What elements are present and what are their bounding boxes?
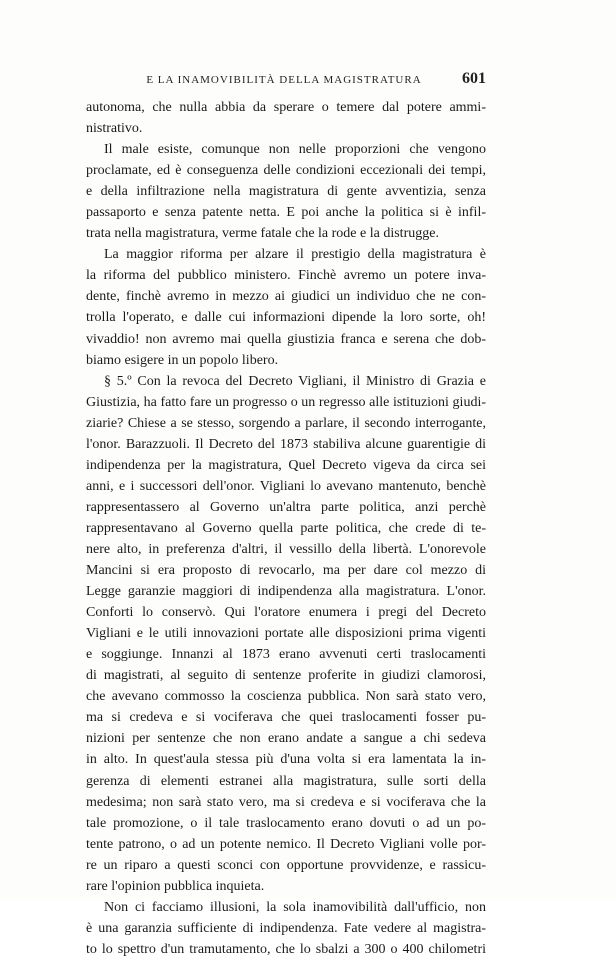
text-line: nistrativo.	[86, 121, 143, 137]
text-line: Vigliani e le utili innovazioni portate alle disposizioni prima vigenti	[86, 626, 486, 642]
text-line: Il male esiste, comunque non nelle proporzioni che vengono	[104, 142, 486, 158]
body-text	[86, 97, 486, 960]
text-line: Conforti lo conservò. Qui l'oratore enumera i pregi del Decreto	[86, 605, 486, 621]
text-line: l'onor. Barazzuoli. Il Decreto del 1873 stabiliva alcune guarentigie di	[86, 436, 486, 452]
text-line: indipendenza per la magistratura, Quel Decreto vigeva da circa sei	[86, 457, 486, 473]
text-line: re un riparo a questi sconci con opportune provvidenze, e rassicu-	[86, 857, 486, 873]
text-line: anni, e i successori dell'onor. Vigliani lo avevano mantenuto, benchè	[86, 478, 486, 494]
text-line: Mancini si era proposto di revocarlo, ma per dare col mezzo di	[86, 563, 486, 579]
text-line: proclamate, ed è conseguenza delle condizioni eccezionali dei tempi,	[86, 163, 486, 179]
text-line: di magistrati, al seguito di sentenze proferite in giudizi clamorosi,	[86, 668, 486, 684]
page-number: 601	[462, 70, 486, 87]
text-line: trata nella magistratura, verme fatale che la rode e la distrugge.	[86, 226, 439, 242]
text-line: e soggiunge. Innanzi al 1873 erano avvenuti certi traslocamenti	[86, 647, 486, 663]
text-line: è una garanzia sufficiente di indipendenza. Fate vedere al magistra-	[86, 920, 486, 936]
text-line: § 5.º Con la revoca del Decreto Vigliani, il Ministro di Grazia e	[104, 373, 486, 389]
text-line: e della infiltrazione nella magistratura di gente avventizia, senza	[86, 184, 486, 200]
text-line: Non ci facciamo illusioni, la sola inamovibilità dall'ufficio, non	[104, 899, 486, 915]
text-line: tente patrono, o ad un potente nemico. Il Decreto Vigliani volle por-	[86, 836, 486, 852]
running-head: E LA INAMOVIBILITÀ DELLA MAGISTRATURA	[146, 74, 422, 86]
text-line: rappresentavano al Governo quella parte politica, che crede di te-	[86, 520, 486, 536]
text-line: Legge garanzie maggiori di indipendenza alla magistratura. L'onor.	[86, 584, 486, 600]
text-line: rare l'opinion pubblica inquieta.	[86, 878, 265, 894]
text-line: biamo esigere in un popolo libero.	[86, 352, 279, 368]
text-line: La maggior riforma per alzare il prestigio della magistratura è	[104, 247, 486, 263]
text-line: gerenza di elementi estranei alla magistratura, sulle sorti della	[86, 773, 486, 789]
text-line: trolla l'operato, e dalle cui informazioni dipende la loro sorte, oh!	[86, 310, 486, 326]
text-line: rappresentassero al Governo un'altra parte politica, anzi perchè	[86, 499, 486, 515]
text-line: ma si credeva e si vociferava che quei traslocamenti fosser pu-	[86, 710, 486, 726]
text-line: ziarie? Chiese a se stesso, sorgendo a parlare, il secondo interrogante,	[86, 415, 486, 431]
text-line: nere alto, in preferenza d'altri, il vessillo della libertà. L'onorevole	[86, 541, 486, 557]
text-line: la riforma del pubblico ministero. Finchè avremo un potere inva-	[86, 268, 486, 284]
text-line: che avevano commosso la coscienza pubblica. Non sarà stato vero,	[86, 689, 486, 705]
text-line: vivaddio! non avremo mai quella giustizia franca e serena che dob-	[86, 331, 486, 347]
text-line: autonoma, che nulla abbia da sperare o temere dal potere ammi-	[86, 100, 486, 115]
text-line: nizioni per sentenze che non erano andate a sangue a chi sedeva	[86, 731, 486, 747]
text-line: passaporto e senza patente netta. E poi anche la politica si è infil-	[86, 205, 486, 221]
text-line: tale promozione, o il tale traslocamento erano dovuti o ad un po-	[86, 815, 486, 831]
text-line: medesima; non sarà stato vero, ma si credeva e si vociferava che la	[86, 794, 486, 810]
text-line: in alto. In quest'aula stessa più d'una volta si era lamentata la in-	[86, 752, 486, 768]
text-line: Giustizia, ha fatto fare un progresso o un regresso alle istituzioni giudi-	[86, 394, 486, 410]
text-line: to lo spettro d'un tramutamento, che lo sbalzi a 300 o 400 chilometri	[86, 941, 486, 957]
text-line: dente, finchè avremo in mezzo ai giudici un individuo che ne con-	[86, 289, 486, 305]
